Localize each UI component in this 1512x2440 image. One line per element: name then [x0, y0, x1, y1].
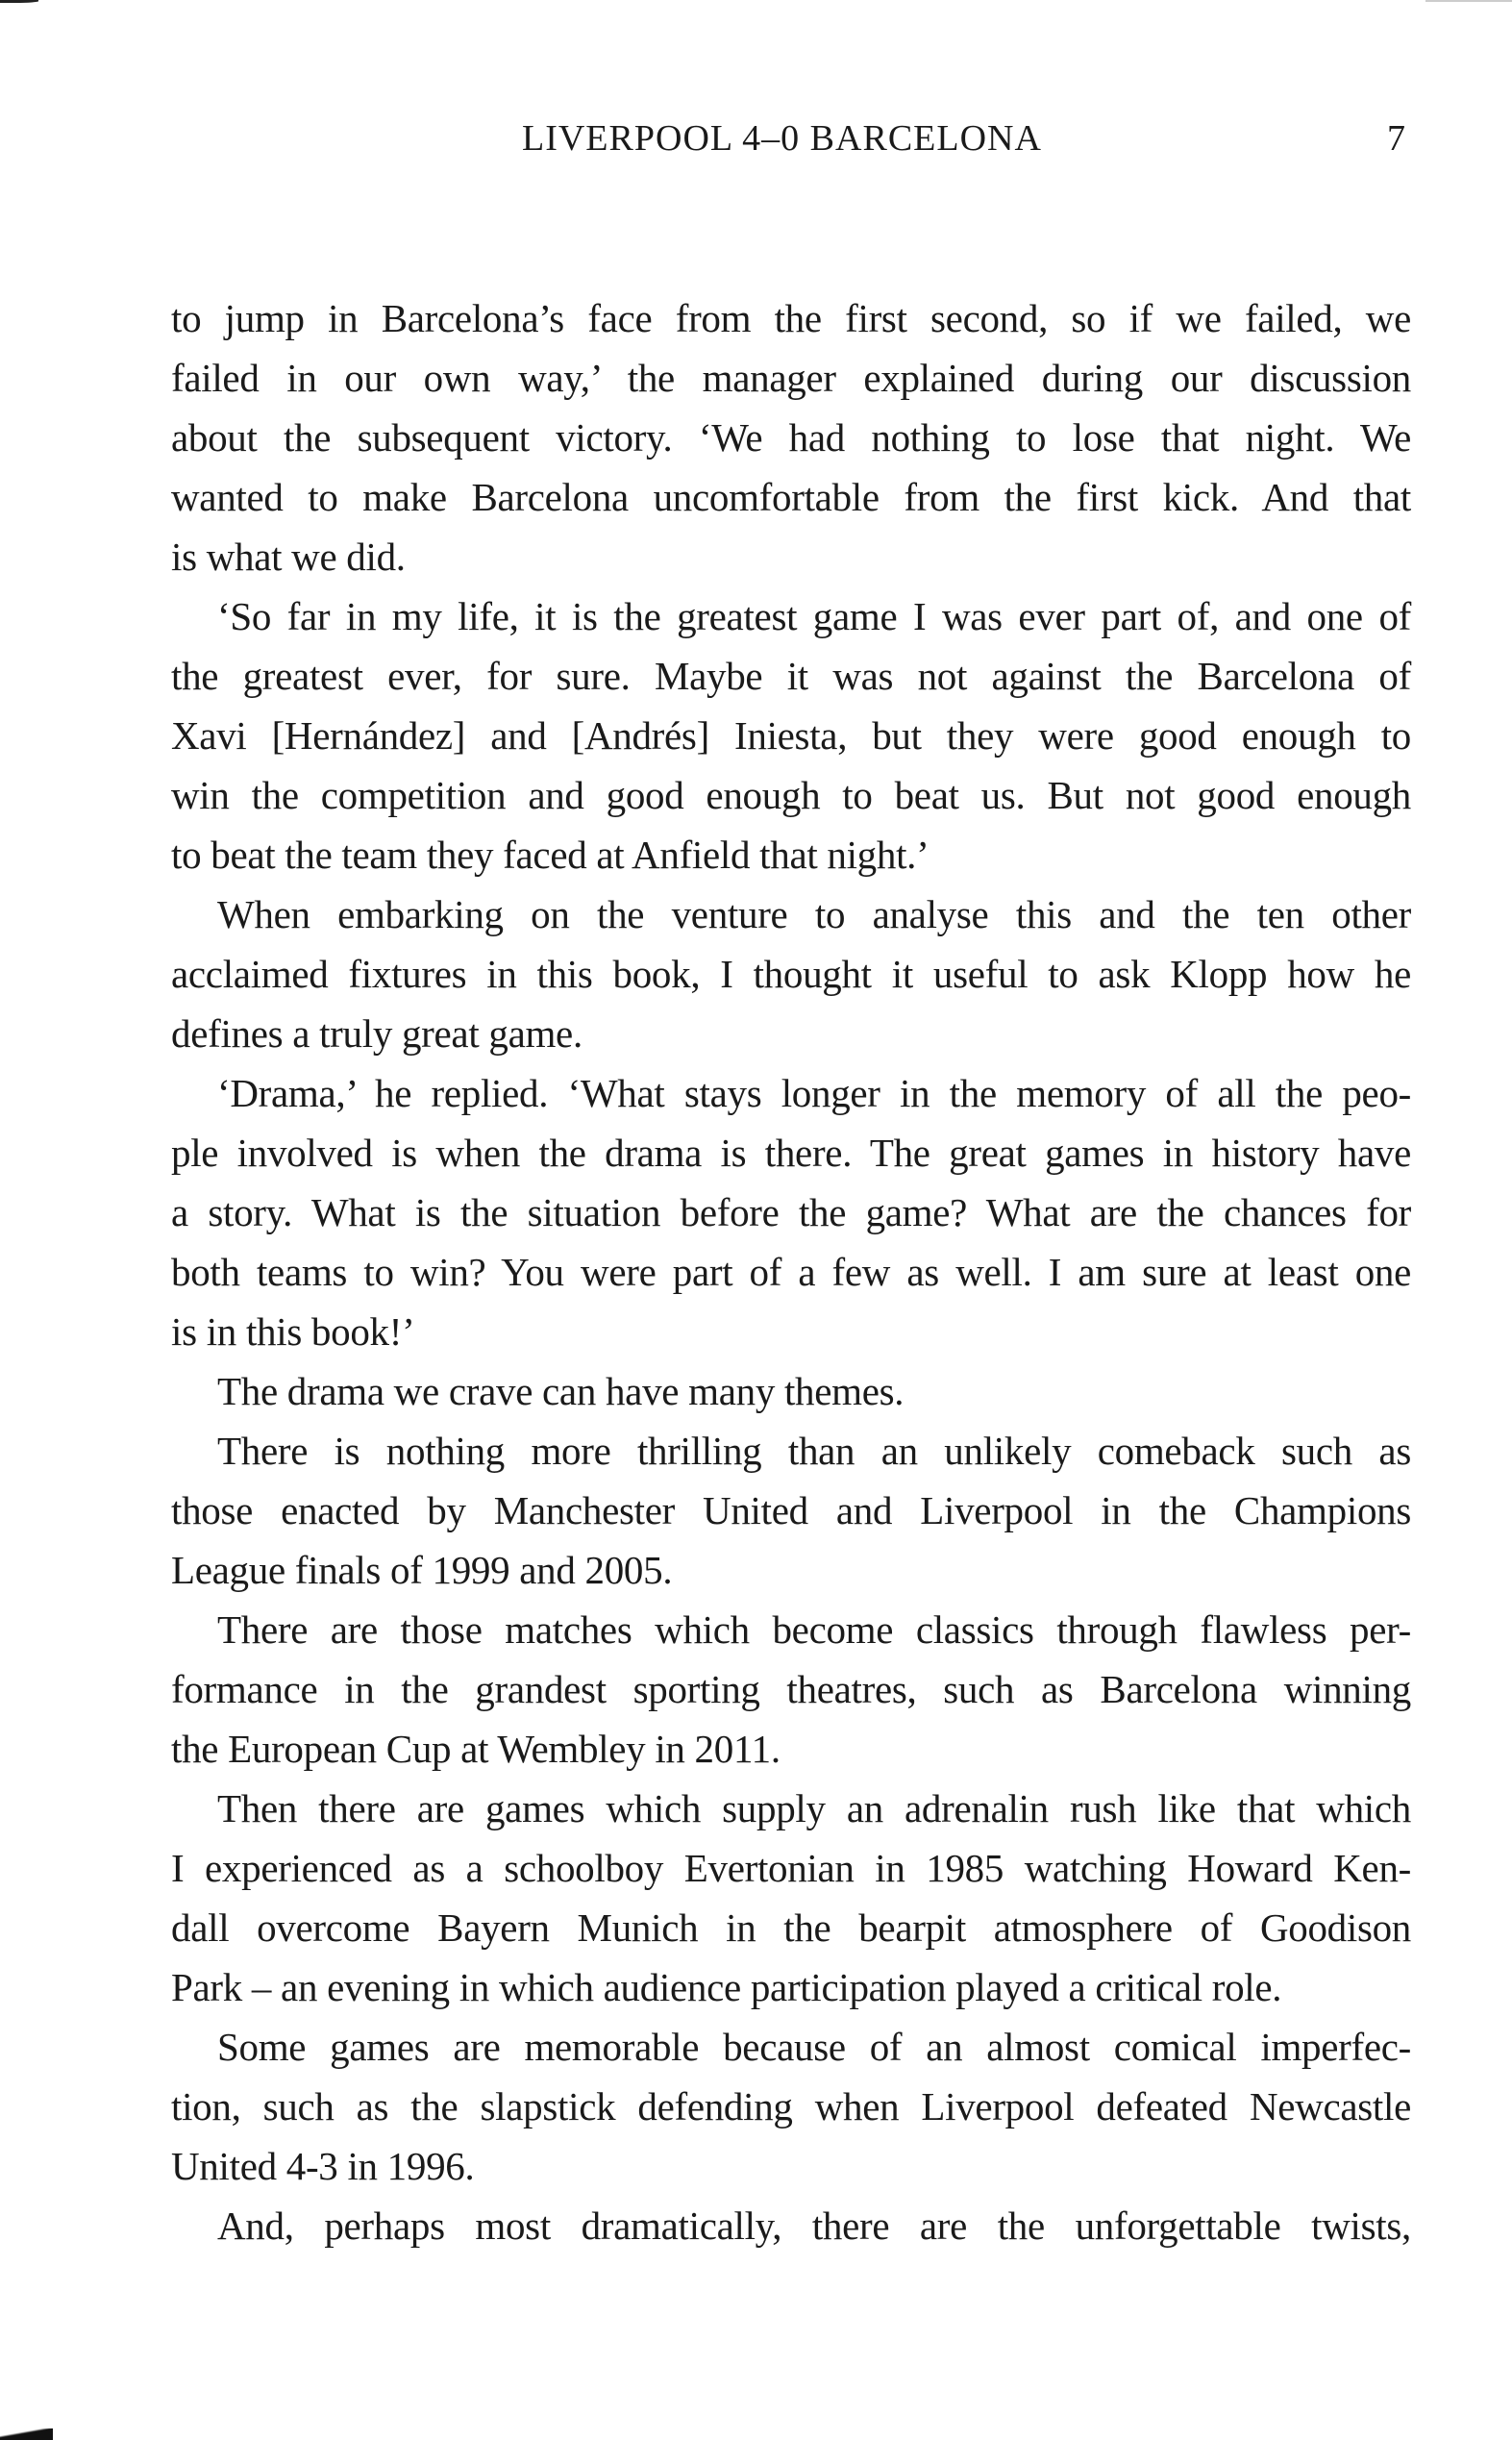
text-line: formance in the grandest sporting theatres, such as Barcelona winning — [171, 1667, 1411, 1711]
text-line: acclaimed fixtures in this book, I thought it useful to ask Klopp how he — [171, 952, 1411, 996]
paragraph-start-line: The drama we crave can have many themes. — [217, 1369, 905, 1413]
text-line: wanted to make Barcelona uncomfortable from the first kick. And that — [171, 475, 1411, 519]
text-line: those enacted by Manchester United and Liverpool in the Champions — [171, 1488, 1411, 1532]
text-line: dall overcome Bayern Munich in the bearpit atmosphere of Goodison — [171, 1905, 1411, 1950]
text-line: is in this book!’ — [171, 1309, 415, 1354]
text-line: both teams to win? You were part of a few as well. I am sure at least one — [171, 1250, 1411, 1294]
scan-edge-shadow — [0, 2428, 53, 2440]
text-line: Park – an evening in which audience participation played a critical role. — [171, 1965, 1282, 2009]
scan-edge-shadow — [0, 0, 38, 3]
text-line: win the competition and good enough to beat us. But not good enough — [171, 773, 1411, 817]
text-line: the greatest ever, for sure. Maybe it was not against the Barcelona of — [171, 654, 1411, 698]
paragraph-start-line: Some games are memorable because of an almost comical imperfec- — [217, 2025, 1411, 2069]
scan-edge-shadow — [1425, 0, 1512, 2]
paragraph-start-line: And, perhaps most dramatically, there are the unforgettable twists, — [217, 2203, 1411, 2248]
text-line: I experienced as a schoolboy Evertonian in 1985 watching Howard Ken- — [171, 1846, 1411, 1890]
text-line: to jump in Barcelona’s face from the first second, so if we failed, we — [171, 296, 1411, 340]
text-line: Xavi [Hernández] and [Andrés] Iniesta, but they were good enough to — [171, 713, 1411, 758]
text-line: tion, such as the slapstick defending when Liverpool defeated Newcastle — [171, 2084, 1411, 2129]
text-line: to beat the team they faced at Anfield that night.’ — [171, 833, 930, 877]
text-line: is what we did. — [171, 535, 406, 579]
text-line: about the subsequent victory. ‘We had nothing to lose that night. We — [171, 415, 1411, 460]
page-number: 7 — [1387, 118, 1405, 159]
text-line: the European Cup at Wembley in 2011. — [171, 1727, 781, 1771]
paragraph-start-line: When embarking on the venture to analyse this and the ten other — [217, 892, 1411, 936]
body-text — [171, 288, 1411, 2255]
paragraph-start-line: There are those matches which become classics through flawless per- — [217, 1607, 1411, 1652]
paragraph-start-line: ‘Drama,’ he replied. ‘What stays longer in the memory of all the peo- — [217, 1071, 1411, 1115]
text-line: League finals of 1999 and 2005. — [171, 1548, 673, 1592]
running-title: LIVERPOOL 4–0 BARCELONA — [522, 118, 1042, 159]
text-line: defines a truly great game. — [171, 1011, 582, 1056]
text-line: ple involved is when the drama is there. The great games in history have — [171, 1131, 1411, 1175]
paragraph-start-line: There is nothing more thrilling than an unlikely comeback such as — [217, 1429, 1411, 1473]
paragraph-start-line: ‘So far in my life, it is the greatest game I was ever part of, and one of — [217, 594, 1411, 638]
paragraph-start-line: Then there are games which supply an adrenalin rush like that which — [217, 1786, 1411, 1830]
text-line: United 4-3 in 1996. — [171, 2144, 475, 2188]
running-head — [0, 110, 1512, 167]
text-line: a story. What is the situation before the game? What are the chances for — [171, 1190, 1411, 1234]
text-line: failed in our own way,’ the manager explained during our discussion — [171, 356, 1411, 400]
